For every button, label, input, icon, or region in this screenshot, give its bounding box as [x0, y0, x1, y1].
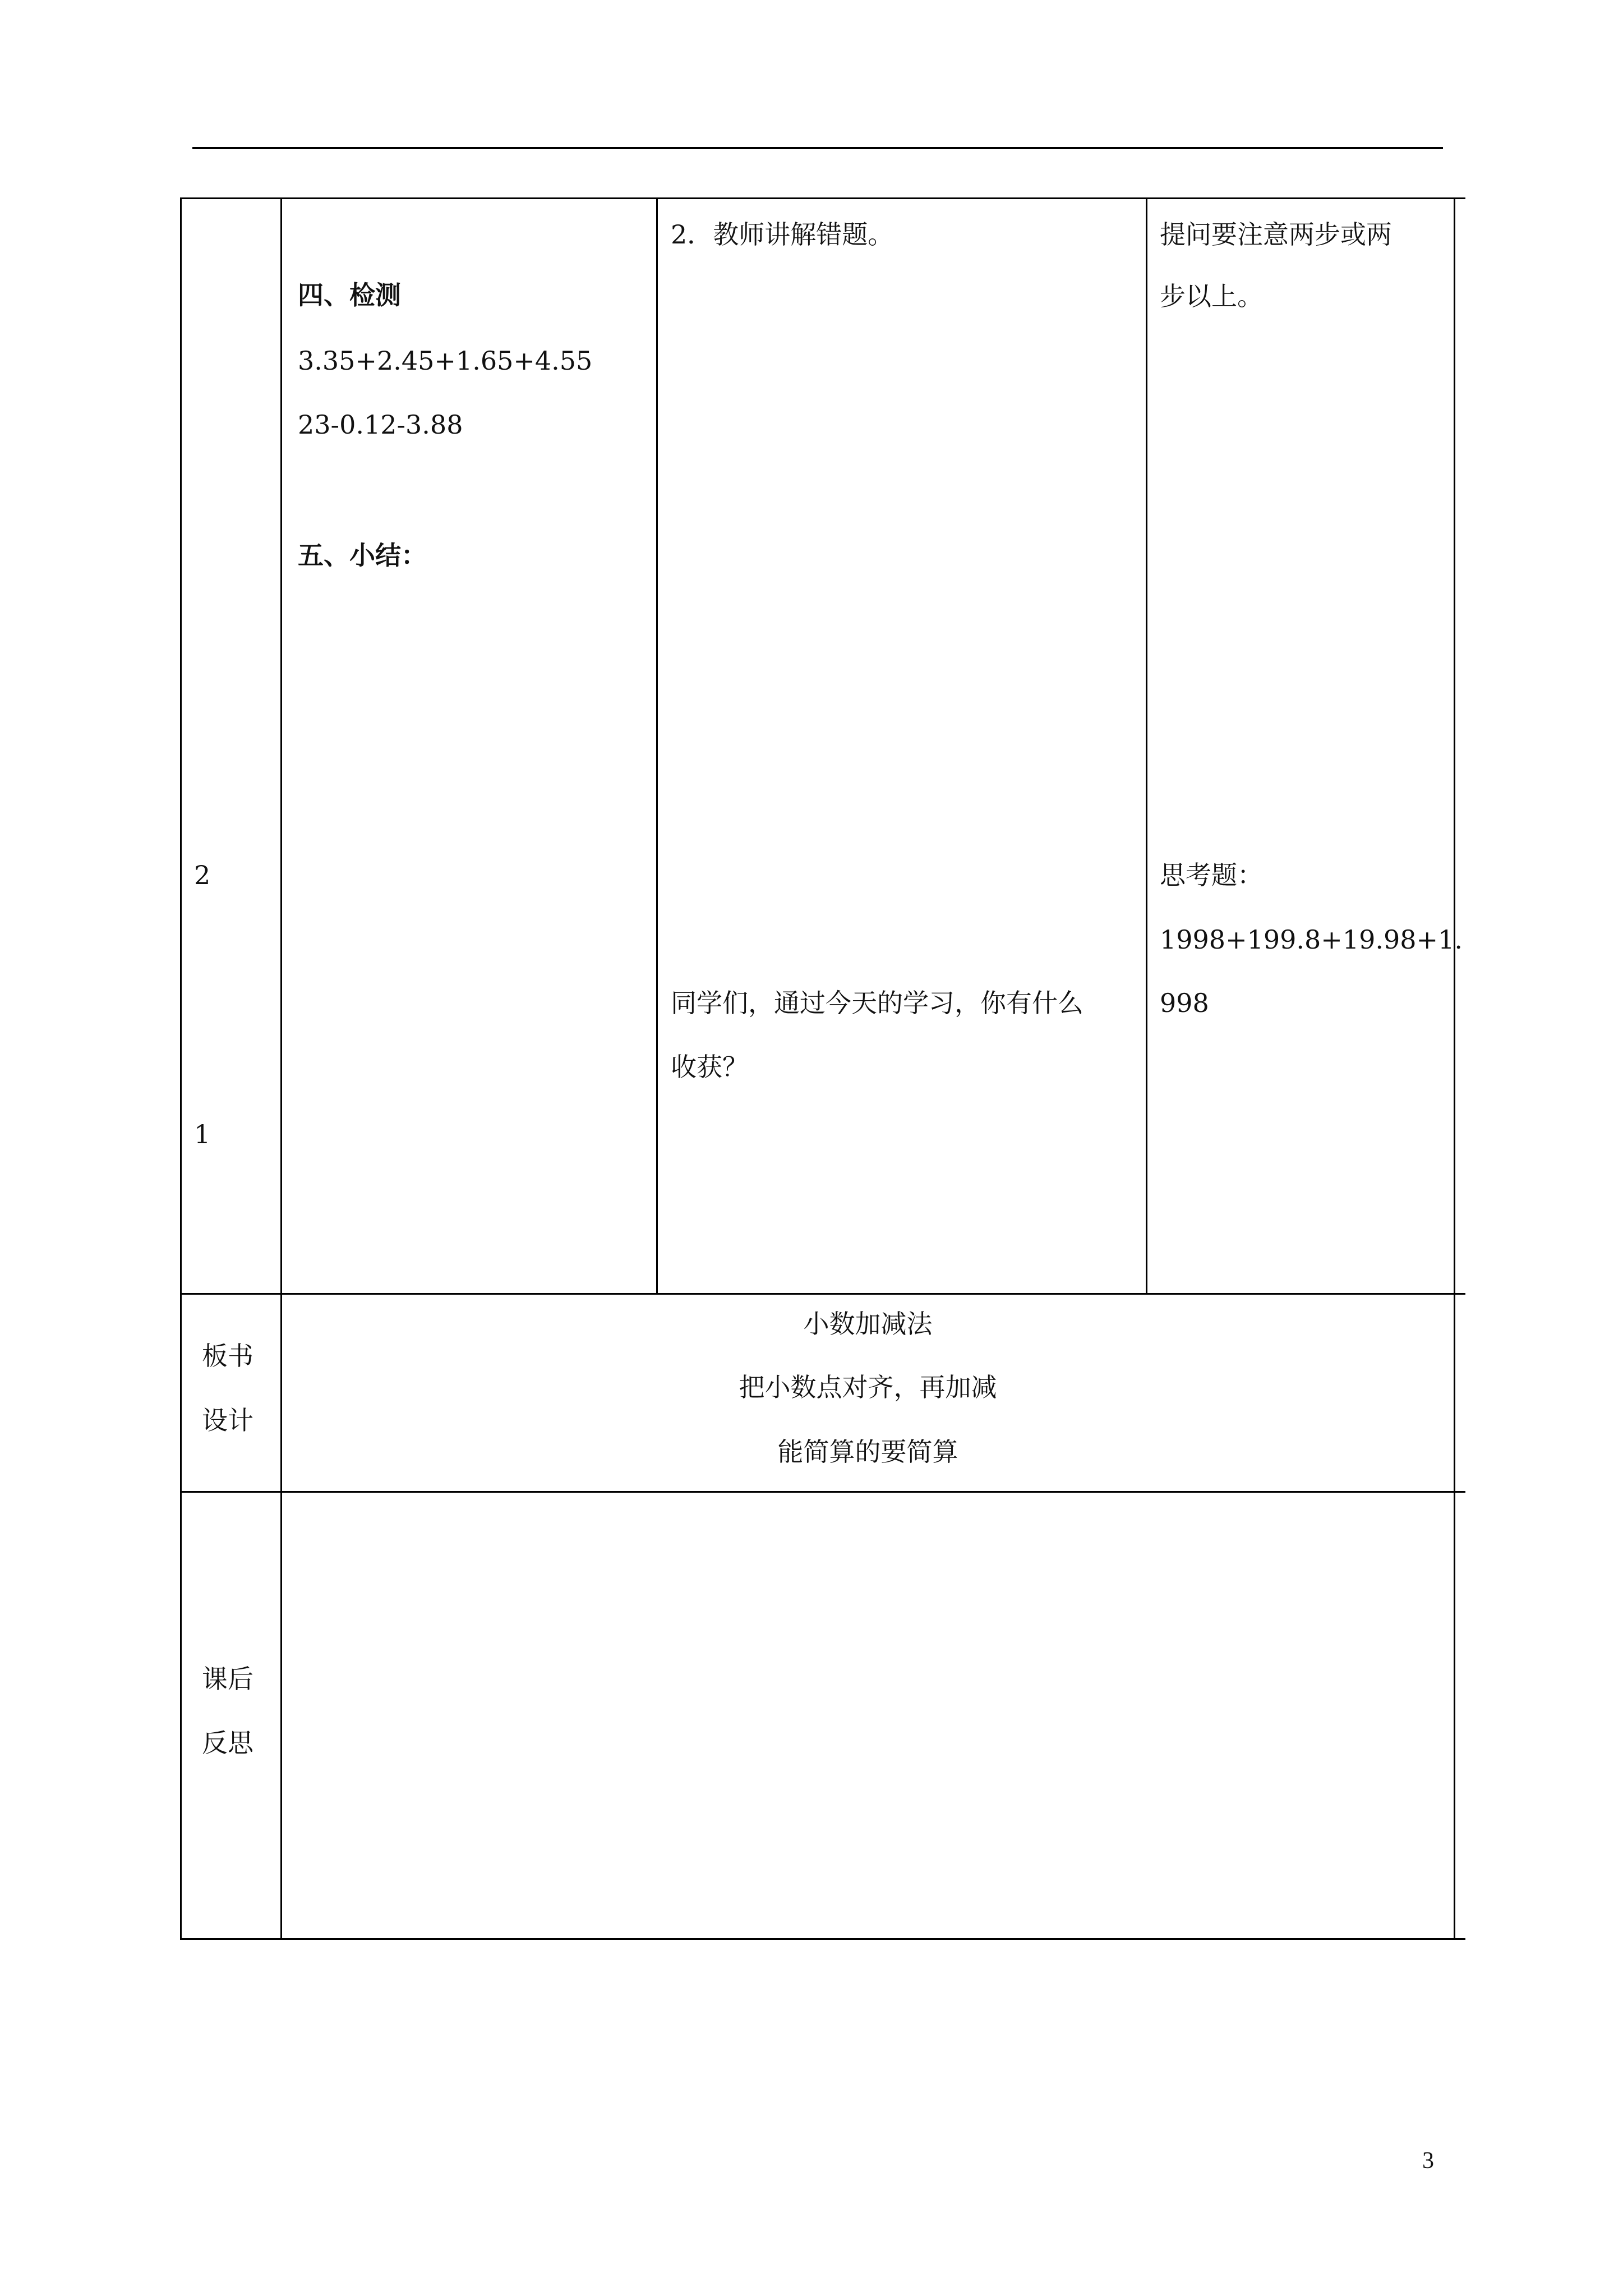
table-border-bottom — [180, 1938, 1465, 1940]
board-design-label-line1: 板书 — [202, 1341, 253, 1371]
note-line1: 提问要注意两步或两 — [1160, 219, 1392, 250]
summary-question-line1: 同学们，通过今天的学习，你有什么 — [671, 988, 1083, 1018]
think-question-label: 思考题： — [1160, 860, 1263, 890]
section-heading-test: 四、检测 — [298, 280, 401, 310]
reflection-label-line1: 课后 — [202, 1664, 253, 1694]
page-number: 3 — [1422, 2148, 1434, 2174]
teacher-activity-item: 2．教师讲解错题。 — [671, 219, 894, 250]
row1-col1-line2: 1 — [194, 1119, 211, 1149]
table-border-left — [180, 197, 182, 1940]
board-line-3: 能简算的要简算 — [777, 1437, 958, 1467]
table-divider-row2-bottom — [180, 1491, 1465, 1493]
table-divider-row1-bottom — [180, 1293, 1465, 1295]
row1-col1-line1: 2 — [194, 860, 211, 890]
table-divider-col2 — [656, 197, 658, 1295]
test-formula-2: 23-0.12-3.88 — [298, 409, 463, 440]
table-border-top — [180, 197, 1465, 199]
table-divider-col1 — [280, 197, 282, 1940]
board-line-2: 把小数点对齐，再加减 — [739, 1372, 997, 1402]
think-question-line2: 998 — [1160, 988, 1209, 1018]
reflection-label-line2: 反思 — [202, 1728, 253, 1758]
test-formula-1: 3.35+2.45+1.65+4.55 — [298, 346, 593, 376]
think-question-line1: 1998+199.8+19.98+1. — [1160, 924, 1463, 955]
note-line2: 步以上。 — [1160, 281, 1263, 311]
header-rule — [192, 147, 1443, 149]
summary-question-line2: 收获？ — [671, 1052, 748, 1082]
board-design-label-line2: 设计 — [202, 1405, 253, 1435]
table-divider-col3 — [1146, 197, 1147, 1295]
board-line-1: 小数加减法 — [803, 1309, 933, 1339]
section-heading-summary: 五、小结： — [298, 540, 427, 570]
table-border-right — [1454, 197, 1455, 1940]
